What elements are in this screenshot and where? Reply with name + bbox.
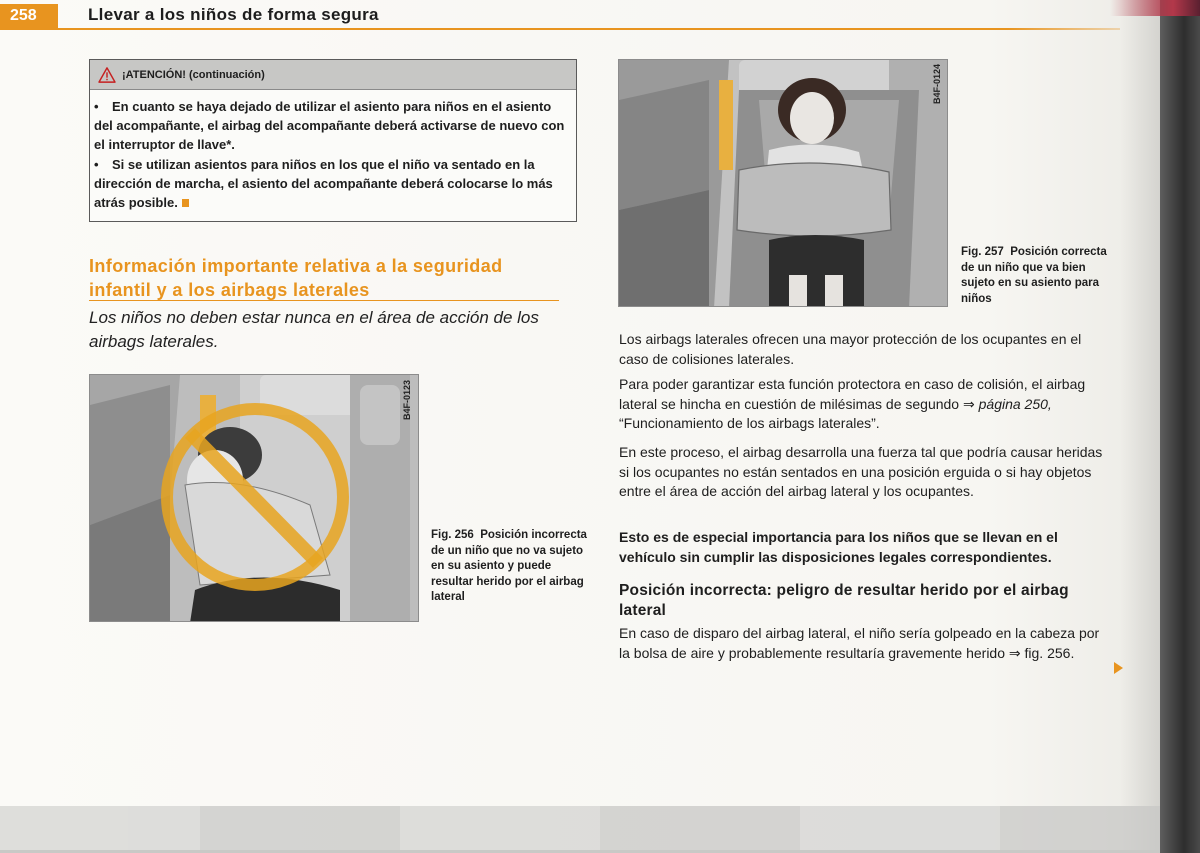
figure-257-caption: [961, 245, 1121, 307]
page-number: 258: [0, 4, 58, 28]
figure-257-caption-text: Posición correcta de un niño que va bien sujeto en su asiento para niños: [961, 246, 1107, 305]
warning-bullet-1: [94, 97, 570, 154]
page-header-title: Llevar a los niños de forma segura: [88, 5, 379, 24]
bottom-bleed-strip: [0, 806, 1160, 850]
continue-arrow-icon: [1114, 662, 1123, 674]
bullet-icon: •: [94, 157, 99, 172]
spine-bookmark: [1110, 0, 1200, 16]
book-spine: [1160, 0, 1200, 853]
warning-bullet-text-1: En cuanto se haya dejado de utilizar el asiento para niños en el asiento del acompañante, el airbag del acompañante deberá activarse de nuevo con el interruptor de llave*.: [94, 99, 565, 152]
figure-256-caption: [431, 528, 591, 606]
section-rule: [89, 300, 559, 301]
section-heading: Información importante relativa a la seguridad infantil y a los airbags laterales: [89, 256, 503, 300]
warning-triangle-icon: [98, 67, 116, 83]
warning-bullet-2: [94, 155, 570, 212]
binding-shadow: [1120, 0, 1160, 853]
paragraph-2-text: Para poder garantizar esta función protectora en caso de colisión, el airbag lateral se hincha en cuestión de milésimas de segundo: [619, 376, 1086, 412]
figure-256-caption-text: Posición incorrecta de un niño que no va sujeto en su asiento y puede resultar herido por el airbag lateral: [431, 529, 587, 603]
figure-257-code: B4F-0124: [932, 64, 942, 105]
bullet-icon: •: [94, 99, 99, 114]
warning-bullet-text-2: Si se utilizan asientos para niños en los que el niño va sentado en la dirección de marcha, el asiento del acompañante deberá colocarse lo más atrás posible.: [94, 157, 553, 210]
figure-257-label: Fig. 257: [961, 246, 1004, 258]
paragraph-1: Los airbags laterales ofrecen una mayor protección de los ocupantes en el caso de colisiones laterales.: [619, 331, 1082, 367]
header-rule: [0, 28, 1120, 30]
figure-256-image: [89, 374, 419, 622]
warning-title: ¡ATENCIÓN! (continuación): [122, 68, 265, 81]
subheading-incorrect-position: Posición incorrecta: peligro de resultar herido por el airbag lateral: [619, 582, 1069, 619]
figure-256-code: B4F-0123: [402, 380, 412, 421]
paragraph-2-text-end: “Funcionamiento de los airbags laterales”.: [619, 415, 880, 431]
paragraph-5: En caso de disparo del airbag lateral, el niño sería golpeado en la cabeza por la bolsa de aire y probablemente resultaría gravemente herido ⇒ fig. 256.: [619, 625, 1100, 661]
section-end-marker-icon: [182, 199, 189, 207]
warning-header: [90, 60, 576, 90]
figure-256-label: Fig. 256: [431, 529, 474, 541]
warning-box: [89, 59, 577, 222]
figure-257-image: [618, 59, 948, 307]
paragraph-3: En este proceso, el airbag desarrolla una fuerza tal que podría causar heridas si los ocupantes no están sentados en una posición erguida o si hay objetos entre el área de acción del airbag lateral y los ocupantes.: [619, 444, 1103, 499]
paragraph-2: [619, 375, 1109, 434]
section-lead: Los niños no deben estar nunca en el área de acción de los airbags laterales.: [89, 308, 539, 351]
paragraph-4-important: Esto es de especial importancia para los niños que se llevan en el vehículo sin cumplir las disposiciones legales correspondientes.: [619, 529, 1058, 565]
page-250-link[interactable]: ⇒ página 250,: [963, 395, 1052, 412]
warning-body: [90, 90, 576, 212]
